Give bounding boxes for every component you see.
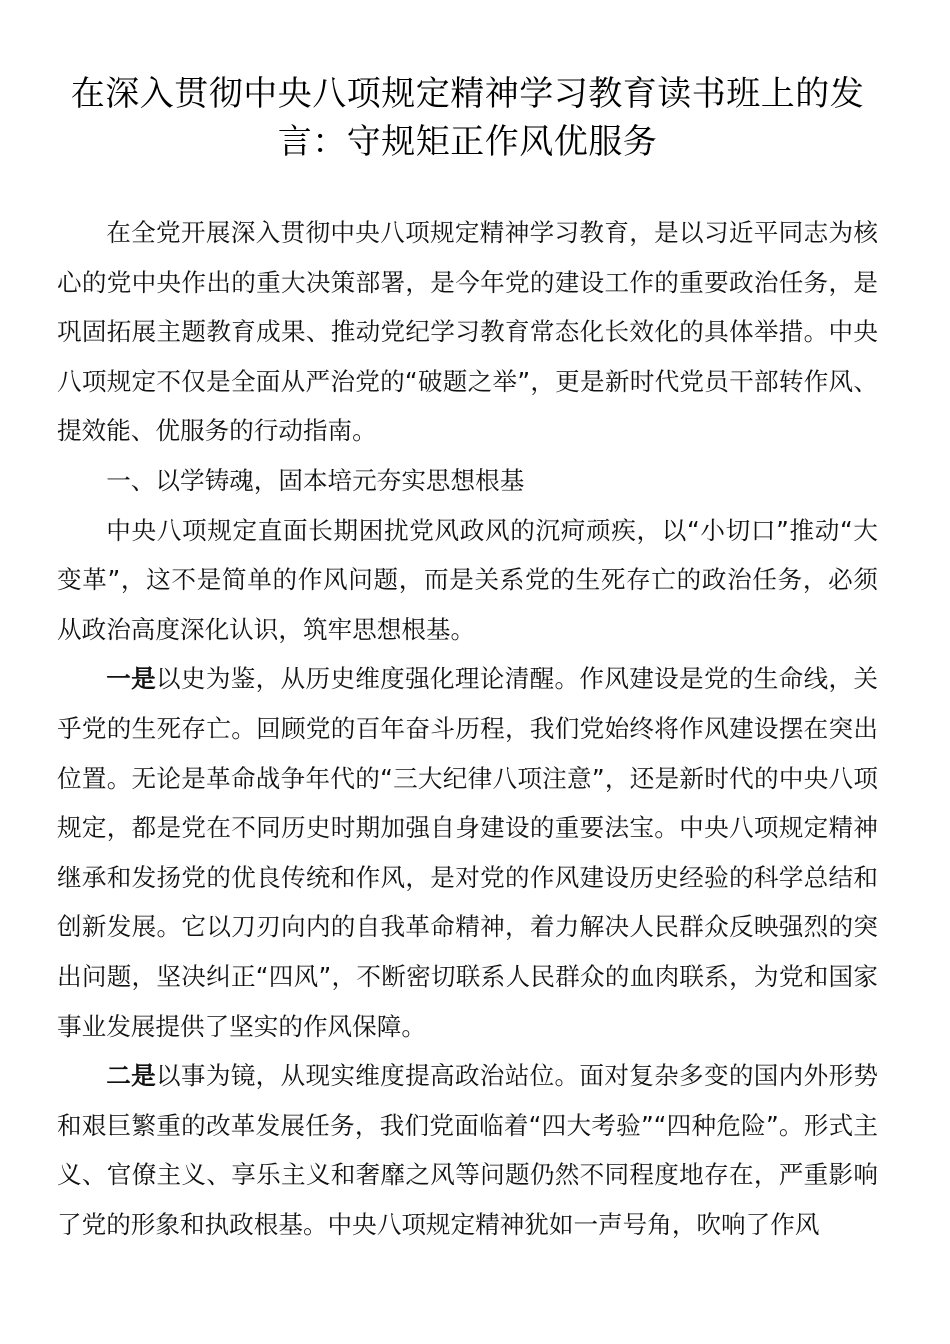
- document-body: [57, 208, 878, 1249]
- paragraph-text: 以史为鉴，从历史维度强化理论清醒。作风建设是党的生命线，关乎党的生死存亡。回顾党的百年奋斗历程，我们党始终将作风建设摆在突出位置。无论是革命战争年代的“三大纪律八项注意”，还是新时代的中央八项规定，都是党在不同历史时期加强自身建设的重要法宝。中央八项规定精神继承和发扬党的优良传统和作风，是对党的作风建设历史经验的科学总结和创新发展。它以刀刃向内的自我革命精神，着力解决人民群众反映强烈的突出问题，坚决纠正“四风”，不断密切联系人民群众的血肉联系，为党和国家事业发展提供了坚实的作风保障。: [57, 664, 878, 1041]
- paragraph-point-two: [57, 1051, 878, 1249]
- paragraph-intro: [57, 208, 878, 456]
- section-heading: [57, 456, 878, 506]
- paragraph-point-one: [57, 654, 878, 1051]
- document-title: 在深入贯彻中央八项规定精神学习教育读书班上的发言：守规矩正作风优服务: [70, 74, 865, 162]
- paragraph-lead: 一是: [106, 664, 157, 694]
- paragraph-text: 在全党开展深入贯彻中央八项规定精神学习教育，是以习近平同志为核心的党中央作出的重大决策部署，是今年党的建设工作的重要政治任务，是巩固拓展主题教育成果、推动党纪学习教育常态化长效化的具体举措。中央八项规定不仅是全面从严治党的“破题之举”，更是新时代党员干部转作风、提效能、优服务的行动指南。: [57, 218, 878, 446]
- paragraph-lead: 二是: [106, 1061, 157, 1091]
- paragraph-text: 中央八项规定直面长期困扰党风政风的沉疴顽疾，以“小切口”推动“大变革”，这不是简单的作风问题，而是关系党的生死存亡的政治任务，必须从政治高度深化认识，筑牢思想根基。: [57, 515, 878, 644]
- paragraph-text: 以事为镜，从现实维度提高政治站位。面对复杂多变的国内外形势和艰巨繁重的改革发展任务，我们党面临着“四大考验”“四种危险”。形式主义、官僚主义、享乐主义和奢靡之风等问题仍然不同程度地存在，严重影响了党的形象和执政根基。中央八项规定精神犹如一声号角，吹响了作风: [57, 1061, 878, 1239]
- section-heading-text: 一、以学铸魂，固本培元夯实思想根基: [106, 465, 525, 495]
- paragraph-section-intro: [57, 506, 878, 655]
